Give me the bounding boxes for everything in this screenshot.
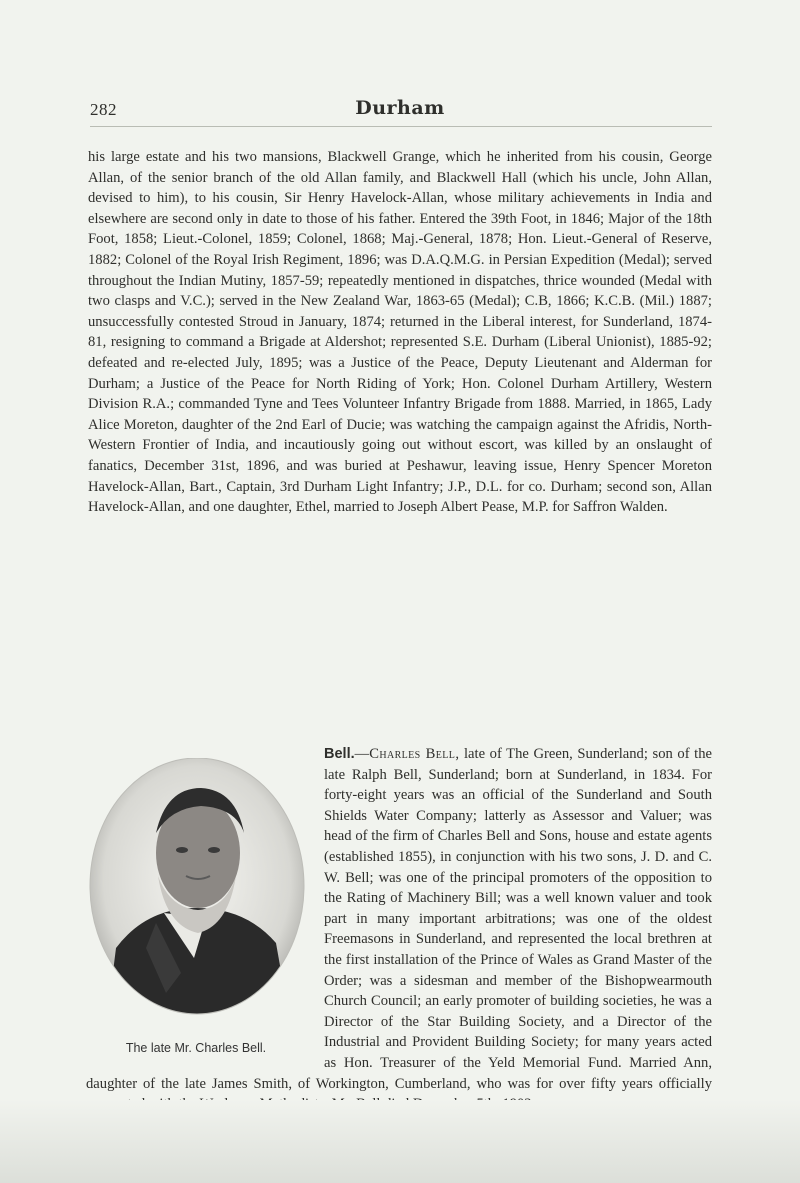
bio-full-name: Charles Bell, bbox=[369, 746, 460, 762]
bio-dash: — bbox=[354, 746, 370, 762]
bell-biography bbox=[86, 744, 712, 1115]
bio-text: late of The Green, Sunderland; son of the late Ralph Bell, Sunderland; born at Sunderland, in 1834. For forty-eight years was an official of the Sunderland and South Shields Water Company; latterly as Assessor and Valuer; was head of the firm of Charles Bell and Sons, house and estate agents (established 1855), in conjunction with his two sons, J. D. and C. W. Bell; was one of the principal promoters of the opposition to the Rating of Machinery Bill; was a well known valuer and took part in many important arbitrations; was one of the oldest Freemasons in Sunderland, and represented the local brethren at the first installation of the Prince of Wales as Grand Master of the Order; was a sidesman and member of the Bishopwearmouth Church Council; an early promoter of building societies, he was a Director of the Star Building Society, and a Director of the Industrial and Provident Building Society; for many years acted as Hon. Treasurer of the Yeld Memorial Fund. Married Ann, daughter of the late James Smith, of Workington, Cumberland, who was for over fifty years officially bbox=[86, 746, 712, 1092]
bio-surname: Bell. bbox=[324, 746, 355, 762]
portrait-photo bbox=[86, 758, 308, 1028]
body-paragraph-continued: his large estate and his two mansions, Blackwell Grange, which he inherited from his cousin, George Allan, of the senior branch of the old Allan family, and Blackwell Hall (which his uncle, John Allan, devised to him), to his cousin, Sir Henry Havelock-Allan, whose military achievements in India and elsewhere are second only in date to those of his father. Entered the 39th Foot, in 1846; Major of the 18th Foot, 1858; Lieut.-Colonel, 1859; Colonel, 1868; Maj.-General, 1878; Hon. Lieut.-General of Reserve, 1882; Colonel of the Royal Irish Regiment, 1896; was D.A.Q.M.G. in Persian Expedition (Medal); served throughout the Indian Mutiny, 1857-59; repeatedly mentioned in dispatches, thrice wounded (Medal with two clasps and V.C.); served in the New Zealand War, 1863-65 (Medal); C.B, 1866; K.C.B. (Mil.) 1887; unsuccessfully contested Stroud in January, 1874; returned in the Liberal interest, for Sunderland, 1874-81, resigning to command a Brigade at Aldershot; represented S.E. Durham (Liberal Unionist), 1885-92; defeated and re-elected July, 1895; was a Justice of the Peace, Deputy Lieutenant and Alderman for Durham; a Justice of the Peace for North Riding of York; Hon. Colonel Durham Artillery, Western Division R.A.; commanded Tyne and Tees Volunteer Infantry Brigade from 1888. Married, in 1865, Lady Alice Moreton, daughter of the 2nd Earl of Ducie; was watching the campaign against the Afridis, North-Western Frontier of India, and incautiously going out without escort, was killed by an onslaught of fanatics, December 31st, 1896, and was buried at Peshawur, leaving issue, Henry Spencer Moreton Havelock-Allan, Bart., Captain, 3rd Durham Light Infantry; J.P., D.L. for co. Durham; second son, Allan Havelock-Allan, and one daughter, Ethel, married to Joseph Albert Pease, M.P. for Saffron Walden. bbox=[88, 149, 712, 516]
page-number: 282 bbox=[90, 100, 117, 119]
portrait-caption: The late Mr. Charles Bell. bbox=[125, 1041, 267, 1055]
header-rule bbox=[90, 126, 712, 127]
page-bottom-shade bbox=[0, 1100, 800, 1183]
portrait-figure bbox=[86, 758, 308, 1058]
running-head-title: Durham bbox=[355, 97, 445, 119]
